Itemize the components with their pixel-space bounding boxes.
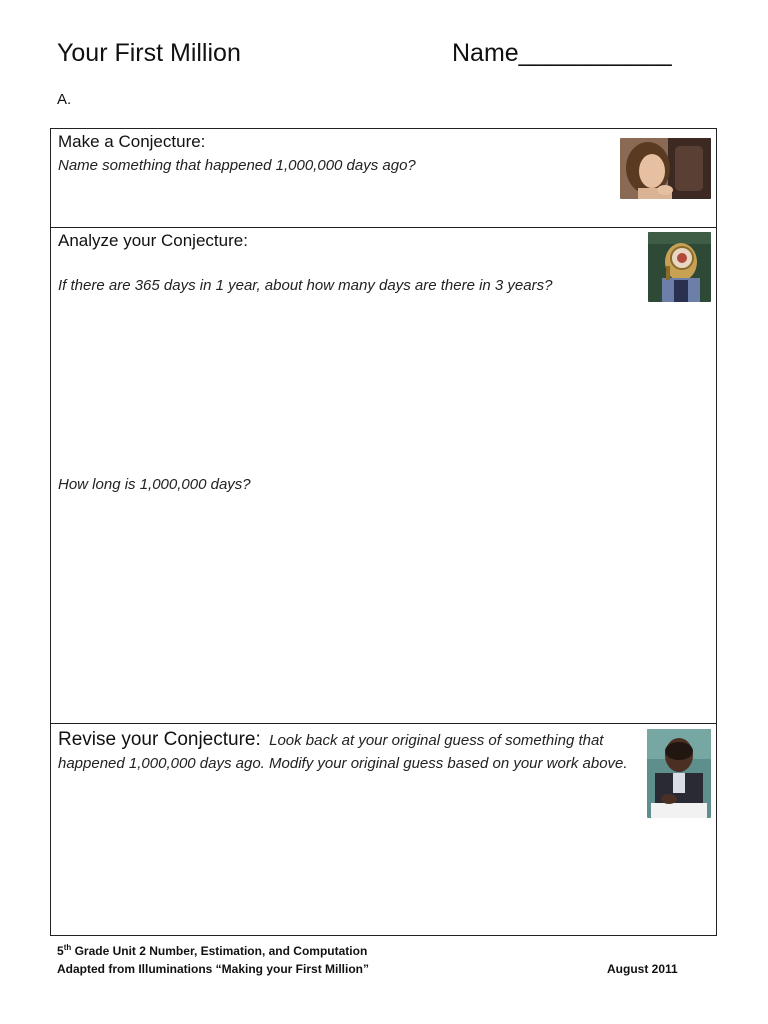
footer-course-text: Grade Unit 2 Number, Estimation, and Computation: [71, 944, 368, 958]
revise-conjecture-prompt: Look back at your original guess of something that happened 1,000,000 days ago. Modify your original guess based on your work above.: [58, 732, 628, 772]
name-field-label: Name___________: [452, 39, 672, 67]
footer-course-line: [57, 944, 367, 958]
boy-writing-photo: [647, 729, 711, 818]
make-conjecture-heading: Make a Conjecture:: [58, 132, 206, 151]
footer-grade-suffix: th: [63, 943, 72, 952]
revise-conjecture-heading: Revise your Conjecture:: [58, 729, 261, 750]
revise-conjecture-box: [50, 723, 717, 936]
million-days-question: How long is 1,000,000 days?: [58, 476, 251, 493]
analyze-conjecture-heading: Analyze your Conjecture:: [58, 231, 248, 250]
make-conjecture-prompt: Name something that happened 1,000,000 days ago?: [58, 157, 416, 174]
girl-magnifying-glass-photo: [648, 232, 711, 302]
revise-conjecture-text: [58, 728, 633, 775]
page-title: Your First Million: [57, 39, 241, 67]
analyze-conjecture-box: [50, 227, 717, 724]
days-in-three-years-question: If there are 365 days in 1 year, about how many days are there in 3 years?: [58, 277, 553, 294]
make-conjecture-box: [50, 128, 717, 228]
girl-thinking-photo: [620, 138, 711, 199]
section-letter: A.: [57, 91, 72, 108]
footer-grade-number: 5: [57, 944, 64, 958]
footer-date: August 2011: [607, 962, 678, 976]
footer-source-line: Adapted from Illuminations “Making your First Million”: [57, 962, 370, 976]
